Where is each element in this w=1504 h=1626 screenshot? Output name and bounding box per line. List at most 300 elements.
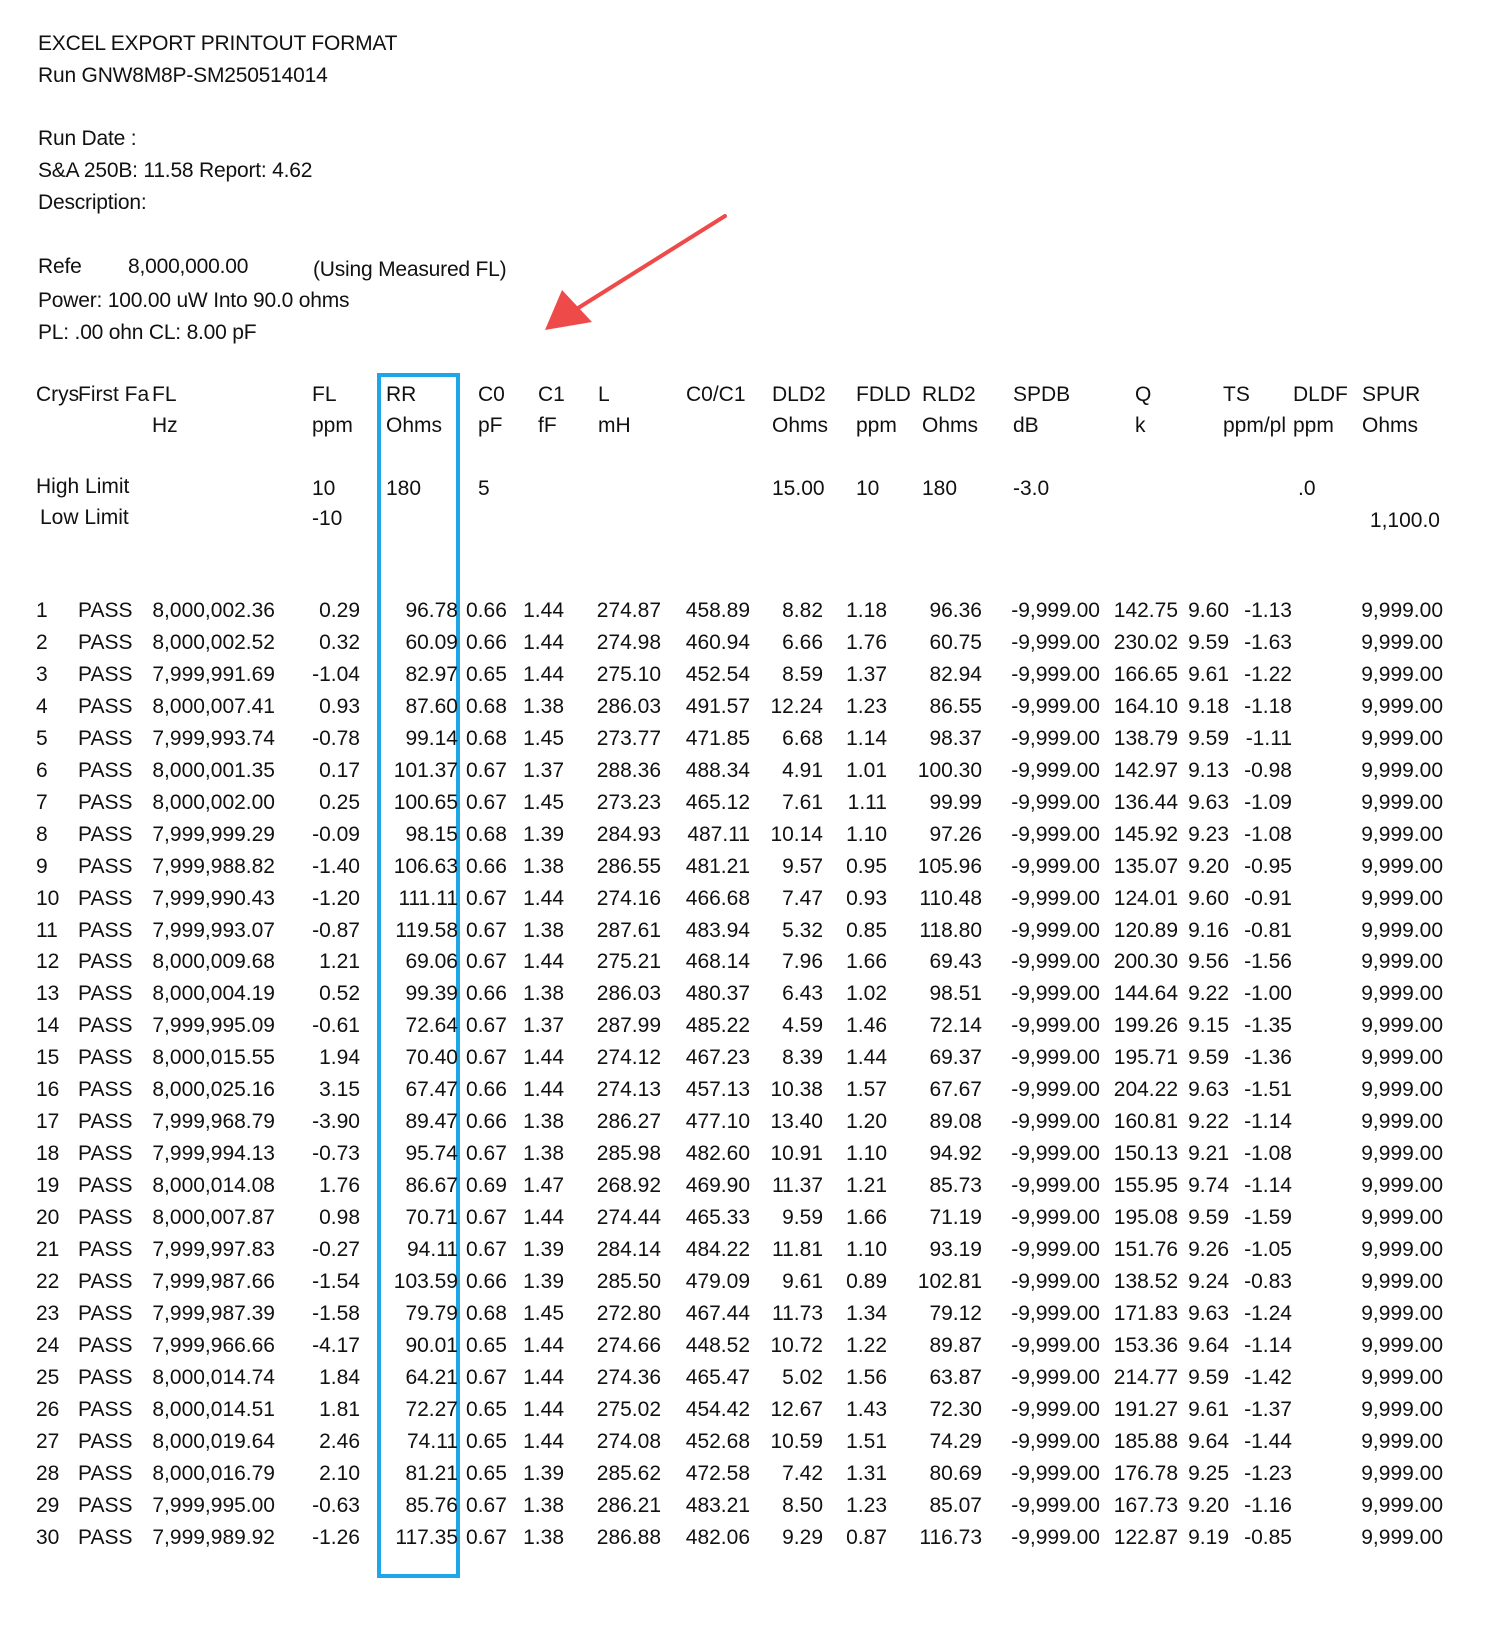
table-cell: 0.67 [466,1014,507,1038]
table-cell: 1.38 [523,1142,564,1166]
table-cell: 0.67 [466,1365,507,1389]
table-cell: -1.11 [1245,726,1292,750]
table-cell: 230.02 [1113,630,1178,654]
table-cell: 116.73 [919,1525,982,1549]
table-cell: 185.88 [1113,1429,1178,1453]
table-cell: -1.58 [312,1301,360,1325]
table-cell: 195.08 [1113,1206,1178,1230]
table-cell: 8,000,025.16 [152,1078,275,1102]
table-cell: PASS [78,1301,133,1325]
table-cell: 274.98 [596,630,661,654]
table-cell: 10.59 [770,1429,823,1453]
table-cell: 9,999.00 [1361,726,1443,750]
table-cell: -0.85 [1244,1525,1292,1549]
table-cell: 10.38 [770,1078,823,1102]
table-cell: -9,999.00 [1011,726,1100,750]
table-cell: 15 [36,1046,60,1070]
table-cell: PASS [78,790,133,814]
table-cell: 12.67 [770,1397,823,1421]
table-cell: 72.30 [929,1397,982,1421]
table-cell: 1.76 [319,1174,360,1198]
table-cell: -9,999.00 [1011,694,1100,718]
table-cell: 9,999.00 [1361,1269,1443,1293]
column-unit: k [1135,414,1146,437]
table-cell: -9,999.00 [1011,1301,1100,1325]
table-cell: 9,999.00 [1361,630,1443,654]
table-cell: 1.23 [846,1493,887,1517]
table-cell: 1.10 [846,1142,887,1166]
table-cell: -0.83 [1244,1269,1292,1293]
table-cell: 9,999.00 [1361,1110,1443,1134]
table-cell: 86.55 [929,694,982,718]
table-cell: 0.66 [466,854,507,878]
table-cell: 85.07 [929,1493,982,1517]
table-cell: 9.22 [1188,982,1229,1006]
table-cell: -9,999.00 [1011,790,1100,814]
table-cell: 7,999,968.79 [152,1110,275,1134]
table-cell: 1.21 [319,950,360,974]
table-cell: 119.58 [395,918,458,942]
table-cell: 80.69 [929,1461,982,1485]
table-cell: 274.87 [596,599,661,622]
table-cell: 6 [36,758,48,782]
table-cell: 1.20 [846,1110,887,1134]
table-cell: 0.66 [466,982,507,1006]
table-cell: 6.68 [782,726,823,750]
table-cell: PASS [78,1142,133,1166]
table-cell: 79.79 [405,1301,458,1325]
table-cell: 9,999.00 [1361,918,1443,942]
table-cell: PASS [78,982,133,1006]
table-cell: 2 [36,630,48,654]
table-cell: 30 [36,1525,60,1549]
table-cell: 72.64 [405,1014,458,1038]
table-cell: PASS [78,758,133,782]
high-limit-c0: 5 [478,477,490,500]
table-cell: 7,999,988.82 [152,854,275,878]
table-cell: 1.18 [846,599,887,622]
table-cell: 69.06 [405,950,458,974]
table-cell: 60.75 [929,630,982,654]
table-cell: PASS [78,1429,133,1453]
table-cell: 0.68 [466,822,507,846]
table-cell: 167.73 [1113,1493,1178,1517]
column-unit: pF [478,414,503,437]
table-cell: 9.22 [1188,1110,1229,1134]
table-cell: 16 [36,1078,60,1102]
column-header: TS [1223,383,1250,406]
table-cell: 99.14 [405,726,458,750]
table-cell: 74.29 [929,1429,982,1453]
table-cell: 166.65 [1113,662,1178,686]
table-cell: 17 [36,1110,60,1134]
table-cell: PASS [78,854,133,878]
table-cell: PASS [78,1014,133,1038]
table-cell: 7,999,990.43 [152,886,275,910]
table-cell: -9,999.00 [1011,1397,1100,1421]
table-cell: 9,999.00 [1361,886,1443,910]
table-cell: 1.44 [523,950,564,974]
table-cell: 8,000,007.87 [152,1206,275,1230]
table-cell: 275.21 [596,950,661,974]
table-cell: 11.37 [772,1174,823,1198]
table-cell: 106.63 [393,854,458,878]
table-cell: 1.45 [523,1301,564,1325]
table-cell: 284.93 [596,822,661,846]
table-cell: 9.25 [1188,1461,1229,1485]
table-cell: 89.87 [929,1333,982,1357]
table-cell: 5 [36,726,48,750]
table-cell: 7.47 [782,886,823,910]
table-cell: 82.97 [405,662,458,686]
column-header: SPUR [1362,383,1421,406]
table-cell: 164.10 [1113,694,1178,718]
table-cell: 199.26 [1113,1014,1178,1038]
table-cell: 0.67 [466,950,507,974]
table-cell: 94.11 [407,1238,458,1261]
table-cell: 118.80 [919,918,982,942]
column-unit: ppm [1293,414,1334,437]
table-cell: 9,999.00 [1361,790,1443,814]
table-cell: 0.95 [846,854,887,878]
table-cell: 0.69 [466,1174,507,1198]
table-cell: 6.66 [782,630,823,654]
table-cell: 138.52 [1113,1269,1178,1293]
table-cell: 5.32 [782,918,823,942]
table-cell: 9.63 [1188,1301,1229,1325]
table-cell: 9.61 [1188,1397,1229,1421]
table-cell: 7,999,987.66 [152,1269,275,1293]
table-cell: 1.10 [846,822,887,846]
column-header: C0 [478,383,505,406]
table-cell: 7,999,993.74 [152,726,275,750]
table-cell: PASS [78,950,133,974]
table-cell: -1.56 [1244,950,1292,974]
high-limit-dld2: 15.00 [772,477,825,500]
table-cell: 9,999.00 [1361,1429,1443,1453]
table-cell: 67.67 [929,1078,982,1102]
table-cell: 286.21 [596,1493,661,1517]
table-cell: 70.40 [405,1046,458,1070]
table-cell: 9.15 [1188,1014,1229,1038]
table-cell: 0.87 [846,1525,887,1549]
table-cell: 12 [36,950,60,974]
table-cell: 1.43 [846,1397,887,1421]
table-cell: 9.19 [1188,1525,1229,1549]
table-cell: 0.65 [466,1397,507,1421]
table-cell: -1.44 [1244,1429,1292,1453]
table-cell: 72.27 [405,1397,458,1421]
table-cell: 200.30 [1113,950,1178,974]
table-cell: 69.37 [929,1046,982,1070]
table-cell: 1.14 [846,726,887,750]
table-cell: -1.51 [1244,1078,1292,1102]
table-cell: -9,999.00 [1011,1110,1100,1134]
arrow-pointer-icon [540,210,740,340]
table-cell: -9,999.00 [1011,1046,1100,1070]
table-cell: -1.08 [1244,1142,1292,1166]
table-cell: PASS [78,1397,133,1421]
table-cell: 96.36 [929,599,982,622]
table-cell: -1.05 [1244,1238,1292,1261]
table-cell: 117.35 [395,1525,458,1549]
table-cell: 481.21 [685,854,750,878]
table-cell: 214.77 [1113,1365,1178,1389]
table-cell: 74.11 [407,1429,458,1453]
table-cell: 1.84 [319,1365,360,1389]
table-cell: 1.01 [846,758,887,782]
table-cell: 98.51 [929,982,982,1006]
table-cell: 79.12 [929,1301,982,1325]
table-cell: 28 [36,1461,60,1485]
table-cell: 9,999.00 [1361,1078,1443,1102]
table-cell: 2.46 [319,1429,360,1453]
table-cell: 1.23 [846,694,887,718]
table-cell: -1.54 [312,1269,360,1293]
table-cell: 9,999.00 [1361,1142,1443,1166]
table-cell: 195.71 [1113,1046,1178,1070]
table-cell: 13.40 [770,1110,823,1134]
table-cell: 95.74 [405,1142,458,1166]
high-limit-rld2: 180 [922,477,958,500]
table-cell: 469.90 [685,1174,750,1198]
ref-note: (Using Measured FL) [313,258,507,281]
table-cell: PASS [78,1046,133,1070]
table-cell: -0.91 [1244,886,1292,910]
low-limit-label: Low Limit [40,506,129,529]
table-cell: 8.50 [782,1493,823,1517]
table-cell: 285.62 [596,1461,661,1485]
table-cell: 1.66 [846,1206,887,1230]
table-cell: 1.44 [523,1078,564,1102]
table-cell: 124.01 [1113,886,1178,910]
column-unit: Ohms [1362,414,1419,437]
table-cell: 98.15 [405,822,458,846]
table-cell: 1.46 [846,1014,887,1038]
table-cell: 458.89 [685,599,750,622]
column-header: Q [1135,383,1152,406]
table-cell: 171.83 [1113,1301,1178,1325]
table-cell: 452.68 [685,1429,750,1453]
table-cell: PASS [78,1174,133,1198]
table-cell: 0.66 [466,1110,507,1134]
table-cell: 285.50 [596,1269,661,1293]
table-cell: 9,999.00 [1361,1046,1443,1070]
high-limit-spdb: -3.0 [1013,477,1050,500]
table-cell: 7,999,995.00 [152,1493,275,1517]
table-cell: 5.02 [782,1365,823,1389]
table-cell: 67.47 [405,1078,458,1102]
table-cell: 23 [36,1301,60,1325]
table-cell: 9.61 [1188,662,1229,686]
table-cell: 11 [36,918,58,942]
table-cell: 105.96 [917,854,982,878]
table-cell: PASS [78,886,133,910]
column-unit: Ohms [922,414,979,437]
table-cell: 9.20 [1188,1493,1229,1517]
table-cell: 98.37 [929,726,982,750]
table-cell: 9.23 [1188,822,1229,846]
table-cell: 9.59 [1188,1365,1229,1389]
table-cell: -9,999.00 [1011,918,1100,942]
table-cell: 9,999.00 [1361,599,1443,622]
table-cell: -0.73 [312,1142,360,1166]
table-cell: 85.73 [929,1174,982,1198]
table-cell: 0.67 [466,1046,507,1070]
run-id: Run GNW8M8P-SM250514014 [38,64,328,87]
table-cell: 1.11 [847,790,887,814]
table-cell: 472.58 [685,1461,750,1485]
table-cell: 9,999.00 [1361,1206,1443,1230]
table-cell: 150.13 [1113,1142,1178,1166]
table-cell: 471.85 [685,726,750,750]
table-cell: 273.77 [596,726,661,750]
table-cell: 1.44 [523,630,564,654]
table-cell: 26 [36,1397,60,1421]
table-cell: 9.63 [1188,790,1229,814]
high-limit-fdld: 10 [856,477,880,500]
table-cell: 1.44 [846,1046,887,1070]
table-cell: 9.59 [1188,630,1229,654]
column-header: RR [386,383,417,406]
table-cell: 286.03 [596,982,661,1006]
table-cell: 14 [36,1014,60,1038]
column-unit: Hz [152,414,178,437]
table-cell: 10.72 [770,1333,823,1357]
table-cell: 22 [36,1269,60,1293]
table-cell: 0.68 [466,1301,507,1325]
table-cell: PASS [78,726,133,750]
table-cell: 10.14 [770,822,823,846]
table-cell: -9,999.00 [1011,886,1100,910]
table-cell: 491.57 [685,694,750,718]
table-cell: 7,999,989.92 [152,1525,275,1549]
table-cell: 9,999.00 [1361,1493,1443,1517]
table-cell: 286.03 [596,694,661,718]
table-cell: 9,999.00 [1361,822,1443,846]
table-cell: 1.44 [523,1333,564,1357]
table-cell: 0.67 [466,1238,507,1261]
table-cell: 9.60 [1188,886,1229,910]
column-header: DLDF [1293,383,1348,406]
table-cell: 460.94 [685,630,750,654]
table-cell: -1.14 [1244,1174,1292,1198]
table-cell: 9.74 [1188,1174,1229,1198]
table-cell: -9,999.00 [1011,1174,1100,1198]
table-cell: 8 [36,822,48,846]
table-cell: 0.29 [319,599,360,622]
report-title: EXCEL EXPORT PRINTOUT FORMAT [38,32,398,55]
table-cell: 12.24 [770,694,823,718]
table-cell: -9,999.00 [1011,630,1100,654]
high-limit-rr: 180 [386,477,422,500]
table-cell: 467.44 [685,1301,750,1325]
table-cell: PASS [78,1461,133,1485]
table-cell: 85.76 [405,1493,458,1517]
table-cell: 465.47 [685,1365,750,1389]
table-cell: 64.21 [405,1365,458,1389]
table-cell: 274.44 [596,1206,661,1230]
table-cell: -9,999.00 [1011,1493,1100,1517]
table-cell: 1.31 [846,1461,887,1485]
column-header: DLD2 [772,383,826,406]
table-cell: 483.21 [685,1493,750,1517]
table-cell: 153.36 [1113,1333,1178,1357]
table-cell: -1.40 [312,854,360,878]
table-cell: 9.59 [1188,1206,1229,1230]
column-unit: ppm [856,414,897,437]
table-cell: -1.13 [1244,599,1292,622]
table-cell: 0.66 [466,1078,507,1102]
table-cell: 467.23 [685,1046,750,1070]
table-cell: 9,999.00 [1361,662,1443,686]
table-cell: -9,999.00 [1011,758,1100,782]
table-cell: -9,999.00 [1011,1525,1100,1549]
table-cell: 1.38 [523,694,564,718]
table-cell: 7,999,991.69 [152,662,275,686]
table-cell: 274.08 [596,1429,661,1453]
table-cell: 96.78 [405,599,458,622]
table-cell: 8,000,004.19 [152,982,275,1006]
table-cell: 1.51 [846,1429,887,1453]
table-cell: 1.38 [523,1493,564,1517]
table-cell: 70.71 [405,1206,458,1230]
high-limit-label: High Limit [36,475,130,498]
table-cell: 9,999.00 [1361,694,1443,718]
table-cell: 1.10 [846,1238,887,1261]
table-cell: 18 [36,1142,60,1166]
pl-cl-line: PL: .00 ohn CL: 8.00 pF [38,321,257,344]
table-cell: 288.36 [596,758,661,782]
table-cell: 27 [36,1429,60,1453]
table-cell: PASS [78,599,133,622]
table-cell: 135.07 [1113,854,1178,878]
power-line: Power: 100.00 uW Into 90.0 ohms [38,289,350,312]
table-cell: 11.73 [772,1301,823,1325]
table-cell: -1.08 [1244,822,1292,846]
table-cell: -9,999.00 [1011,982,1100,1006]
table-cell: 9.26 [1188,1238,1229,1261]
table-cell: 72.14 [929,1014,982,1038]
column-unit: Ohms [386,414,443,437]
column-header: RLD2 [922,383,976,406]
table-cell: 1.44 [523,599,564,622]
table-cell: 8,000,015.55 [152,1046,275,1070]
table-cell: 275.02 [596,1397,661,1421]
table-cell: 1.38 [523,854,564,878]
table-cell: 142.75 [1113,599,1178,622]
table-cell: 0.67 [466,790,507,814]
table-cell: 0.65 [466,662,507,686]
table-cell: 7,999,999.29 [152,822,275,846]
table-cell: 1.22 [846,1333,887,1357]
high-limit-fl-ppm: 10 [312,477,336,500]
column-header: FL [312,383,337,406]
table-cell: 286.27 [596,1110,661,1134]
table-cell: 8.82 [782,599,823,622]
table-cell: 142.97 [1113,758,1178,782]
table-cell: 63.87 [929,1365,982,1389]
table-cell: 9,999.00 [1361,1014,1443,1038]
table-cell: 287.99 [596,1014,661,1038]
table-cell: 1.38 [523,982,564,1006]
table-cell: -1.23 [1244,1461,1292,1485]
table-cell: 0.66 [466,599,507,622]
table-cell: PASS [78,630,133,654]
table-cell: 0.67 [466,1493,507,1517]
table-cell: 0.66 [466,1269,507,1293]
table-cell: 1.39 [523,822,564,846]
